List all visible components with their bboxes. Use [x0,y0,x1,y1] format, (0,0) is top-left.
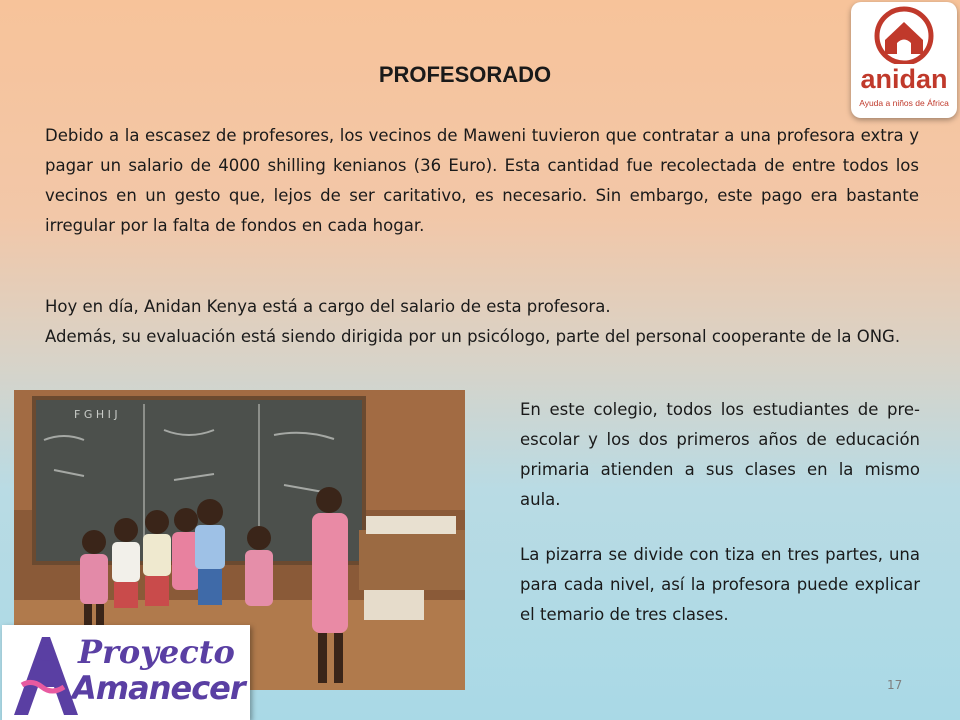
anidan-house-icon [851,2,957,64]
salary-paragraphs [45,292,919,352]
proyecto-logo-line2: Amanecer [72,669,245,707]
classroom-paragraph: En este colegio, todos los estudiantes de pre-escolar y los dos primeros años de educación primaria atienden a sus clases en la mismo aula. [520,400,920,509]
anidan-logo [851,2,957,118]
proyecto-logo-line1: Proyecto [78,633,235,671]
anidan-logo-name: anidan [860,64,948,94]
chalkboard-paragraph: La pizarra se divide con tiza en tres partes, una para cada nivel, así la profesora puede explicar el temario de tres clases. [520,545,920,624]
salary-paragraph: Hoy en día, Anidan Kenya está a cargo del salario de esta profesora. [45,297,611,316]
slide-title: PROFESORADO [378,62,552,87]
proyecto-child-figure-icon [2,625,82,720]
svg-text:F G H I J: F G H I J [74,408,118,421]
intro-paragraph: Debido a la escasez de profesores, los vecinos de Maweni tuvieron que contratar a una profesora extra y pagar un salario de 4000 shilling kenianos (36 Euro). Esta cantidad fue recolectada de entre todos los vecinos en un gesto que, lejos de ser caritativo, es necesario. Sin embargo, este pago era bastante irregular por la falta de fondos en cada hogar. [45,126,919,235]
anidan-logo-tagline: Ayuda a niños de África [859,98,949,108]
page-number: 17 [887,678,903,692]
evaluation-paragraph: Además, su evaluación está siendo dirigida por un psicólogo, parte del personal cooperante de la ONG. [45,327,901,346]
proyecto-amanecer-logo [2,625,250,720]
